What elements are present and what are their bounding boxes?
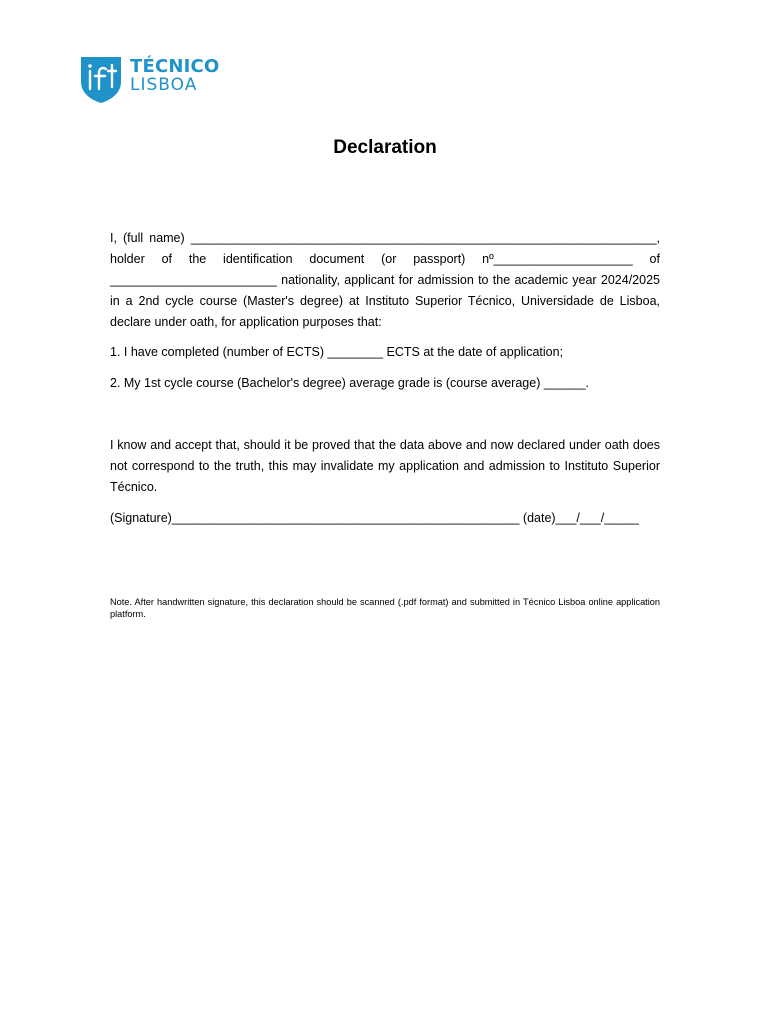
declaration-line-oath: declare under oath, for application purposes that:	[110, 315, 382, 329]
signature-date-line: (Signature)__________________________________________________ (date)___/___/_____	[110, 511, 639, 525]
declaration-item-grade: 2. My 1st cycle course (Bachelor's degree) average grade is (course average) ______.	[110, 376, 590, 390]
declaration-line-nationality: ________________________ nationality, applicant for admission to the academic year 2024/2025	[110, 273, 660, 287]
declaration-line-name: I, (full name) ___________________________________________________________________,	[110, 231, 660, 245]
declaration-line-document: holder of the identification document (or passport) nº____________________ of	[110, 252, 660, 266]
logo-text	[130, 58, 219, 94]
document-title: Declaration	[333, 137, 437, 158]
declaration-item-ects: 1. I have completed (number of ECTS) ________ ECTS at the date of application;	[110, 345, 564, 359]
tecnico-shield-icon	[80, 56, 122, 104]
declaration-paragraph	[110, 228, 660, 333]
logo-line-tecnico: TÉCNICO	[130, 56, 220, 77]
footnote: Note. After handwritten signature, this declaration should be scanned (.pdf format) and submitted in Técnico Lisboa online application platform.	[110, 597, 660, 619]
tecnico-lisboa-logo	[80, 56, 219, 104]
acknowledgement-paragraph: I know and accept that, should it be proved that the data above and now declared under oath does not correspond to the truth, this may invalidate my application and admission to Instituto Superior Técnico.	[110, 438, 660, 494]
declaration-line-course: in a 2nd cycle course (Master's degree) at Instituto Superior Técnico, Universidade de Lisboa,	[110, 294, 660, 308]
logo-line-lisboa: LISBOA	[130, 75, 198, 95]
